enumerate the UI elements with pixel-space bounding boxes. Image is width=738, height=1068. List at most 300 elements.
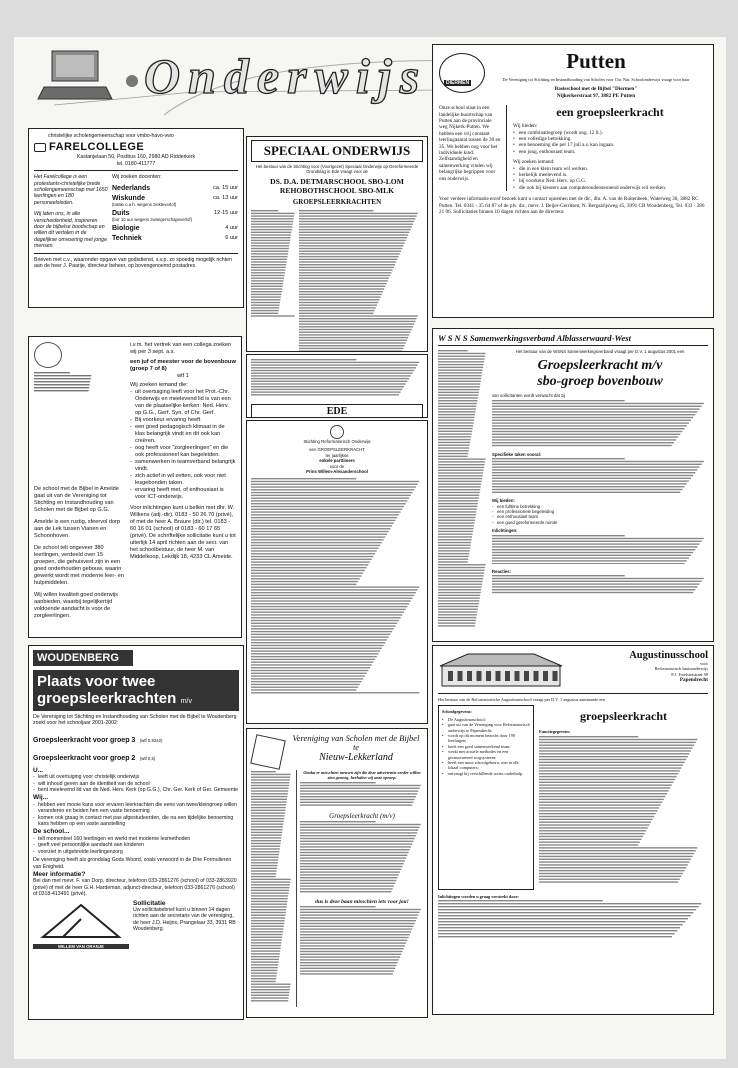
fine-print-line bbox=[251, 315, 295, 316]
fine-print-line bbox=[438, 372, 482, 373]
putten-school: Basisschool met de Bijbel "Diermen" bbox=[554, 86, 638, 93]
fine-print-line bbox=[492, 557, 689, 558]
farel-subject-hours: ca. 13 uur bbox=[213, 194, 238, 201]
fine-print-line bbox=[438, 921, 685, 922]
fine-print-line bbox=[299, 296, 381, 297]
fine-print-line bbox=[300, 832, 417, 833]
fine-print-line bbox=[251, 837, 281, 838]
wsns-bieden-item: - een fulltime betrekking bbox=[492, 504, 708, 509]
fine-print-line bbox=[251, 975, 277, 976]
fine-print-line bbox=[539, 827, 648, 828]
fine-print-line bbox=[251, 598, 413, 599]
fine-print-line bbox=[251, 953, 280, 954]
fine-print-line bbox=[251, 629, 394, 630]
fine-print-line bbox=[492, 408, 700, 409]
fine-print-line bbox=[251, 269, 285, 270]
fine-print-line bbox=[539, 787, 670, 788]
fine-print-line bbox=[251, 942, 281, 943]
fine-print-line bbox=[438, 497, 479, 498]
putten-zoeken-item: • die in een klein team wil werken. bbox=[513, 166, 707, 172]
fine-print-line bbox=[539, 867, 686, 868]
fine-print-line bbox=[438, 439, 471, 440]
fine-print-line bbox=[251, 937, 282, 938]
fine-print-line bbox=[251, 895, 288, 896]
fine-print-line bbox=[300, 863, 404, 864]
wsns-bieden-title: Wij bieden: bbox=[492, 498, 515, 504]
putten-bieden-item: • een jong, enthousiast team. bbox=[513, 149, 707, 155]
fine-print-line bbox=[299, 294, 382, 295]
building-window bbox=[467, 671, 472, 681]
fine-print-line bbox=[251, 495, 411, 496]
fine-print-line bbox=[492, 436, 678, 437]
fine-print-line bbox=[251, 640, 387, 641]
fine-print-line bbox=[251, 876, 276, 877]
fine-print-line bbox=[438, 625, 475, 626]
fine-print-line bbox=[251, 926, 284, 927]
fine-print-line bbox=[251, 898, 288, 899]
fine-print-line bbox=[299, 321, 415, 322]
fine-print-line bbox=[438, 915, 691, 916]
farel-subject-name: Duits bbox=[112, 210, 130, 218]
fine-print-line bbox=[539, 790, 669, 791]
ameide-logo bbox=[34, 342, 62, 368]
fine-print-line bbox=[251, 815, 285, 816]
fine-print-line bbox=[251, 961, 279, 962]
fine-print-line bbox=[251, 394, 399, 395]
building-window bbox=[515, 671, 520, 681]
wsns-ad bbox=[432, 328, 714, 642]
fine-print-line bbox=[438, 386, 480, 387]
fine-print-line bbox=[539, 776, 677, 777]
fine-print-line bbox=[438, 567, 485, 568]
fine-print-line bbox=[251, 383, 406, 384]
fine-print-line bbox=[300, 846, 411, 847]
fine-print-line bbox=[300, 880, 396, 881]
fine-print-line bbox=[251, 378, 409, 379]
farel-subject-hours: 4 uur bbox=[225, 225, 238, 232]
augustinus-title: Augustinusschool bbox=[629, 650, 708, 661]
fine-print-line bbox=[438, 933, 675, 934]
fine-print-line bbox=[492, 583, 700, 584]
nieuw-body-lines-2 bbox=[300, 820, 424, 894]
fine-print-line bbox=[539, 861, 689, 862]
fine-print-line bbox=[299, 242, 405, 243]
fine-print-line bbox=[300, 849, 410, 850]
fine-print-line bbox=[300, 874, 399, 875]
fine-print-line bbox=[251, 520, 396, 521]
fine-print-line bbox=[438, 606, 478, 607]
putten-zoeken-title: Wij zoeken iemand: bbox=[513, 159, 555, 166]
fine-print-line bbox=[251, 862, 278, 863]
fine-print-line bbox=[251, 250, 288, 251]
fine-print-line bbox=[251, 515, 399, 516]
fine-print-line bbox=[251, 565, 368, 566]
fine-print-line bbox=[251, 859, 278, 860]
fine-print-line bbox=[539, 878, 680, 879]
fine-print-line bbox=[438, 453, 468, 454]
fine-print-line bbox=[299, 342, 406, 343]
fine-print-line bbox=[539, 784, 672, 785]
building-window bbox=[543, 671, 548, 681]
fine-print-line bbox=[539, 773, 678, 774]
fine-print-line bbox=[34, 390, 89, 391]
fine-print-line bbox=[438, 936, 672, 937]
augustinus-sub-3: P.J. Troelstrastraat 98 bbox=[671, 671, 708, 677]
fine-print-line bbox=[251, 821, 284, 822]
nieuw-title-2: te bbox=[353, 743, 359, 752]
fine-print-line bbox=[438, 369, 483, 370]
spec-ede-lines bbox=[251, 358, 423, 398]
fine-print-line bbox=[251, 573, 363, 574]
fine-print-line bbox=[438, 406, 476, 407]
ameide-vacancy-intro: i.v.m. het vertrek van een collega zoeken wij per 3 sept. a.s. bbox=[130, 342, 232, 355]
fine-print-line bbox=[438, 433, 472, 434]
fine-print-line bbox=[300, 923, 415, 924]
woudenberg-mv: m/v bbox=[180, 698, 192, 705]
fine-print-line bbox=[438, 431, 472, 432]
fine-print-line bbox=[251, 854, 279, 855]
ameide-left-1: De school met de Bijbel in Amelde gaat uit van de Vereniging tot Stichting en Instandhouding van Scholen met de Bijbel op G.G. bbox=[34, 486, 119, 513]
fine-print-line bbox=[492, 563, 685, 564]
woudenberg-ad bbox=[28, 645, 244, 1020]
fine-print-line bbox=[300, 937, 409, 938]
fine-print-line bbox=[539, 770, 680, 771]
fine-print-line bbox=[251, 915, 285, 916]
woudenberg-u-list bbox=[33, 774, 239, 793]
fine-print-line bbox=[251, 272, 285, 273]
ameide-left-2: Amelde is een rustig, sfeervol dorp aan de Lek tussen Vianen en Schoonhoven. bbox=[34, 519, 121, 539]
fine-print-line bbox=[299, 299, 379, 300]
fine-print-line bbox=[251, 667, 370, 668]
fine-print-line bbox=[539, 830, 646, 831]
nieuw-lekkerland-logo bbox=[250, 734, 286, 770]
fine-print-line bbox=[251, 587, 419, 588]
fine-print-line bbox=[438, 522, 474, 523]
fine-print-line bbox=[438, 486, 481, 487]
fine-print-line bbox=[438, 364, 484, 365]
fine-print-line bbox=[299, 264, 395, 265]
fine-print-line bbox=[34, 381, 90, 382]
fine-print-line bbox=[251, 923, 284, 924]
putten-address: Nijkerkerstraat 97, 3882 PE Putten bbox=[556, 92, 636, 99]
fine-print-line bbox=[438, 597, 480, 598]
fine-print-line bbox=[251, 681, 362, 682]
fine-print-line bbox=[438, 483, 481, 484]
fine-print-line bbox=[438, 547, 470, 548]
putten-zoeken-item: • bij voorkeur Ned. Herv. op G.G. bbox=[513, 178, 707, 184]
fine-print-line bbox=[300, 852, 409, 853]
fine-print-line bbox=[251, 542, 382, 543]
fine-print-line bbox=[300, 824, 421, 825]
fine-print-line bbox=[438, 927, 680, 928]
fine-print-line bbox=[492, 425, 687, 426]
wsns-line: van sollicitanten wordt verwacht dat zij bbox=[492, 393, 566, 399]
fine-print-line bbox=[438, 545, 471, 546]
fine-print-line bbox=[300, 909, 421, 910]
fine-print-line bbox=[251, 291, 282, 292]
fine-print-line bbox=[251, 868, 277, 869]
fine-print-line bbox=[251, 221, 293, 222]
fine-print-line bbox=[251, 389, 402, 390]
fine-print-line bbox=[300, 857, 406, 858]
fine-print-line bbox=[438, 556, 469, 557]
fine-print-line bbox=[438, 539, 472, 540]
fine-print-line bbox=[438, 411, 475, 412]
fine-print-line bbox=[251, 812, 285, 813]
fine-print-line bbox=[492, 400, 625, 401]
farel-tagline: christelijke scholengemeenschap voor vmbo-havo-vwo bbox=[48, 133, 174, 139]
fine-print-line bbox=[300, 787, 420, 788]
farel-subject-note: (bor 10 uur wegens zwangerschapsverlof) bbox=[112, 217, 193, 223]
fine-print-line bbox=[251, 590, 418, 591]
augustinus-inl-title: Inlichtingen worden u graag verstrekt door: bbox=[438, 893, 519, 899]
fine-print-line bbox=[300, 970, 394, 971]
fine-print-line bbox=[438, 533, 473, 534]
fine-print-line bbox=[438, 436, 471, 437]
fine-print-line bbox=[299, 269, 393, 270]
fine-print-line bbox=[251, 481, 419, 482]
putten-bieden-item: • een volledige betrekking. bbox=[513, 136, 707, 142]
fine-print-line bbox=[438, 559, 468, 560]
fine-print-line bbox=[251, 237, 291, 238]
building-window bbox=[496, 671, 501, 681]
fine-print-line bbox=[251, 912, 286, 913]
fine-print-line bbox=[251, 617, 401, 618]
fine-print-line bbox=[251, 370, 414, 371]
fine-print-line bbox=[299, 307, 376, 308]
middle-org: Stichting Reformatorisch Onderwijs bbox=[303, 439, 371, 444]
fine-print-line bbox=[438, 397, 478, 398]
woudenberg-ver: De vereniging heeft als grondslag Gods Woord, zoals verwoord in de Drie Formulieren van Enigheid. bbox=[33, 857, 232, 870]
fine-print-line bbox=[251, 928, 283, 929]
fine-print-line bbox=[299, 215, 417, 216]
fine-print-line bbox=[438, 564, 486, 565]
fine-print-line bbox=[299, 245, 403, 246]
spec-school-2: REHOBOTHSCHOOL SBO-MLK bbox=[279, 185, 395, 195]
putten-zoeken-list bbox=[513, 166, 707, 192]
fine-print-line bbox=[539, 744, 694, 745]
fine-print-line bbox=[492, 478, 691, 479]
fine-print-line bbox=[492, 560, 687, 561]
fine-print-line bbox=[492, 586, 697, 587]
fine-print-line bbox=[438, 620, 476, 621]
fine-print-line bbox=[438, 572, 484, 573]
fine-print-line bbox=[539, 847, 697, 848]
fine-print-line bbox=[34, 375, 91, 376]
fine-print-line bbox=[299, 283, 387, 284]
fine-print-line bbox=[438, 581, 483, 582]
fine-print-line bbox=[251, 545, 380, 546]
fine-print-line bbox=[300, 973, 393, 974]
middle-body-lines bbox=[251, 477, 423, 695]
fine-print-line bbox=[251, 234, 291, 235]
fine-print-line bbox=[438, 470, 484, 471]
fine-print-line bbox=[539, 810, 657, 811]
fine-print-line bbox=[251, 534, 387, 535]
fine-print-line bbox=[300, 939, 407, 940]
putten-ad bbox=[432, 44, 714, 318]
fine-print-line bbox=[438, 450, 469, 451]
farel-subject-row bbox=[112, 235, 238, 242]
school-roof-icon bbox=[33, 901, 129, 939]
fine-print-line bbox=[492, 431, 682, 432]
farel-intro-1: Het Farelcollege is een protestants-christelijke brede scholengemeenschap met 1650 leerlingen en 180 personeelsleden. bbox=[34, 174, 108, 206]
fine-print-line bbox=[300, 942, 406, 943]
fine-print-line bbox=[251, 258, 287, 259]
fine-print-line bbox=[492, 458, 625, 459]
fine-print-line bbox=[539, 813, 656, 814]
fine-print-line bbox=[251, 601, 411, 602]
fine-print-line bbox=[492, 549, 695, 550]
fine-print-line bbox=[251, 562, 370, 563]
fine-print-line bbox=[299, 226, 412, 227]
farel-tel: tel. 0180-411777 bbox=[116, 160, 156, 167]
augustinus-sg-title: Schoolgegevens: bbox=[442, 709, 472, 715]
fine-print-line bbox=[539, 739, 697, 740]
fine-print-line bbox=[251, 690, 356, 691]
putten-footer: Voor verdere informatie en/of bezoek kunt u contact opnemen met de dir., dhr. A. van de Ruitenbeek, Waterweg 30, 3882 RC Putten. Tel. 0341 - 35 64 87 of de plv. dir., mevr. J. Beijer-Gerritsen, N. Bergsarijsweg 45, 3991 CR Woudenberg, Tel. 033 - 286 21 06. Sollicitaties binnen 10 dagen richten aan de directeur. bbox=[439, 196, 705, 216]
fine-print-line bbox=[438, 478, 482, 479]
woudenberg-school-item: - telt momenteel 160 leerlingen en werkt met moderne lesmethoden bbox=[33, 836, 239, 842]
fine-print-line bbox=[492, 417, 693, 418]
fine-print-line bbox=[251, 909, 286, 910]
fine-print-line bbox=[492, 575, 625, 576]
fine-print-line bbox=[251, 248, 289, 249]
fine-print-line bbox=[438, 528, 474, 529]
ameide-school-ad bbox=[28, 336, 242, 638]
fine-print-line bbox=[251, 917, 285, 918]
fine-print-line bbox=[299, 231, 409, 232]
fine-print-line bbox=[438, 392, 479, 393]
building-window bbox=[505, 671, 510, 681]
fine-print-line bbox=[251, 609, 406, 610]
fine-print-line bbox=[438, 531, 473, 532]
fine-print-line bbox=[492, 405, 702, 406]
fine-print-line bbox=[299, 213, 418, 214]
augustinusschool-ad bbox=[432, 645, 714, 1015]
fine-print-line bbox=[299, 223, 413, 224]
fine-print-line bbox=[251, 264, 286, 265]
fine-print-line bbox=[299, 210, 373, 211]
fine-print-line bbox=[251, 870, 277, 871]
fine-print-line bbox=[438, 912, 693, 913]
fine-print-line bbox=[438, 906, 699, 907]
fine-print-line bbox=[251, 615, 402, 616]
fine-print-line bbox=[438, 570, 485, 571]
fine-print-line bbox=[492, 537, 704, 538]
fine-print-line bbox=[251, 391, 401, 392]
wsns-reactie-lines bbox=[492, 574, 708, 594]
fine-print-line bbox=[300, 877, 398, 878]
fine-print-line bbox=[299, 280, 388, 281]
middle-role-sub: ter jaarlijkse bbox=[325, 452, 349, 458]
fine-print-line bbox=[251, 790, 288, 791]
fine-print-line bbox=[438, 381, 481, 382]
fine-print-line bbox=[438, 536, 472, 537]
fine-print-line bbox=[251, 570, 365, 571]
farel-college-ad bbox=[28, 128, 244, 308]
fine-print-line bbox=[492, 464, 702, 465]
fine-print-line bbox=[251, 506, 404, 507]
fine-print-line bbox=[251, 879, 291, 880]
fine-print-line bbox=[251, 673, 367, 674]
fine-print-line bbox=[251, 970, 277, 971]
fine-print-line bbox=[251, 584, 356, 585]
fine-print-line bbox=[299, 253, 400, 254]
building-window bbox=[486, 671, 491, 681]
fine-print-line bbox=[251, 245, 289, 246]
fine-print-line bbox=[251, 848, 280, 849]
fine-print-line bbox=[299, 234, 408, 235]
fine-print-line bbox=[492, 589, 695, 590]
woudenberg-headline-2: groepsleerkrachten bbox=[37, 690, 177, 707]
augustinus-building-icon bbox=[438, 652, 568, 690]
fine-print-line bbox=[251, 645, 384, 646]
fine-print-line bbox=[492, 469, 697, 470]
fine-print-line bbox=[300, 793, 417, 794]
farel-subject-name: Techniek bbox=[112, 235, 142, 243]
fine-print-line bbox=[251, 537, 385, 538]
fine-print-line bbox=[438, 378, 481, 379]
fine-print-line bbox=[251, 285, 283, 286]
fine-print-line bbox=[251, 296, 281, 297]
fine-print-line bbox=[492, 467, 700, 468]
fine-print-line bbox=[251, 981, 276, 982]
woudenberg-intro: De Vereniging tot Stichting en Instandhouding van Scholen met de Bijbel te Woudenberg zoekt voor het schooljaar 2001-2002: bbox=[33, 714, 237, 727]
fine-print-line bbox=[251, 487, 416, 488]
spec-sub: Het bestuur van de Stichting voor (Voortgezet) Speciaal Onderwijs op Gereformeerde Grondslag in Ede vraagt voor de bbox=[255, 164, 419, 175]
ameide-footer: Voor inlichtingen kunt u bellen met dhr. W. Wilkens (adj.-dir), 0183 - 50 26 70 (privé), of met de heer A. Braure (dir.) tel. 0183 - 60 16 01 (school) of 0183 - 60 17 65 (privé). De schriftelijke sollicitatie kunt u tot uiterlijk 14 april richten aan de secr. van het schoolbestuur, de heer M. van Middelkoop, Lekdijk 18, 4233 CL Ameide. bbox=[130, 504, 236, 560]
fine-print-line bbox=[539, 742, 696, 743]
fine-print-line bbox=[492, 540, 702, 541]
woudenberg-u-item: - leeft uit overtuiging voor christelijk onderwijs bbox=[33, 774, 239, 780]
wsns-body-lines bbox=[492, 399, 708, 447]
fine-print-line bbox=[34, 387, 89, 388]
augustinus-schoolgegevens-item: • werkt met actuele methodes en een gestructureerd zorgsysteem; bbox=[442, 749, 530, 760]
augustinus-sub-1: voor bbox=[700, 661, 708, 666]
ameide-requirement-item: - zich actief in wil zetten, ook voor niet lesgebonden taken. bbox=[130, 473, 236, 487]
fine-print-line bbox=[251, 832, 282, 833]
fine-print-line bbox=[300, 829, 418, 830]
fine-print-line bbox=[300, 891, 392, 892]
augustinus-role: groepsleerkracht bbox=[579, 709, 668, 724]
woudenberg-meer-title: Meer informatie? bbox=[33, 870, 86, 878]
woudenberg-school-title: De school... bbox=[33, 828, 70, 836]
fine-print-line bbox=[251, 498, 409, 499]
fine-print-line bbox=[300, 790, 418, 791]
fine-print-line bbox=[438, 595, 480, 596]
putten-bieden-item: • een benoeming die per 17 juli a.s. kan ingaan. bbox=[513, 142, 707, 148]
fine-print-line bbox=[300, 934, 410, 935]
ameide-wtf: wtf 1 bbox=[177, 373, 189, 379]
fine-print-line bbox=[251, 986, 290, 987]
fine-print-line bbox=[539, 850, 696, 851]
woudenberg-headline-1: Plaats voor twee bbox=[37, 673, 156, 690]
fine-print-line bbox=[492, 492, 680, 493]
fine-print-line bbox=[438, 492, 480, 493]
fine-print-line bbox=[438, 350, 468, 351]
fine-print-line bbox=[299, 261, 396, 262]
fine-print-line bbox=[251, 302, 280, 303]
wsns-bieden-item: - een enthousiast team bbox=[492, 514, 708, 519]
fine-print-line bbox=[251, 362, 419, 363]
spec-footer-title: EDE bbox=[251, 404, 423, 418]
fine-print-line bbox=[300, 801, 413, 802]
fine-print-line bbox=[438, 467, 484, 468]
fine-print-line bbox=[251, 528, 390, 529]
fine-print-line bbox=[438, 903, 701, 904]
woudenberg-wij-list bbox=[33, 802, 239, 828]
